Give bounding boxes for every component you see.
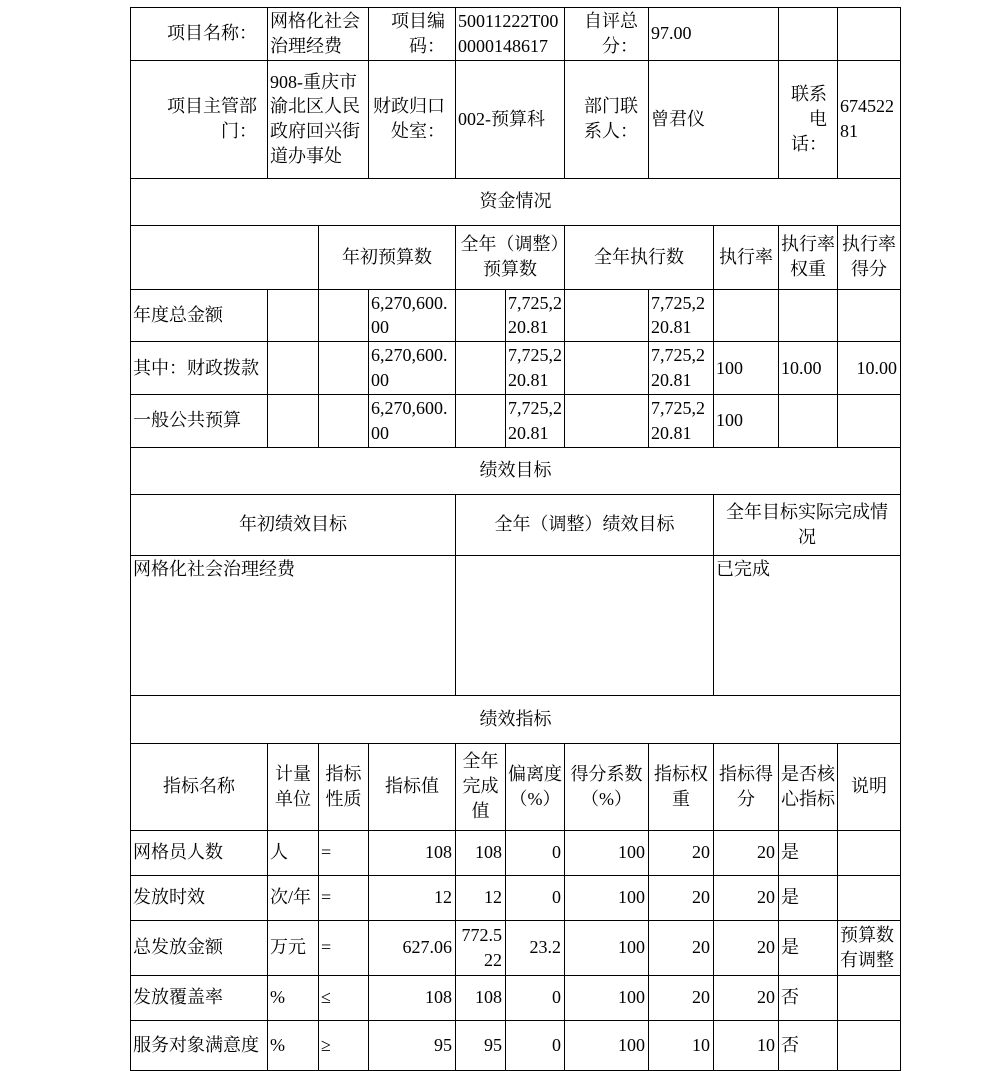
indicator-note [838,975,901,1020]
indicators-section-title: 绩效指标 [131,695,901,743]
indicator-target: 108 [369,830,456,875]
indicator-weight: 20 [649,920,714,975]
empty-cell [456,289,506,342]
funds-col-execution-rate: 执行率 [714,225,779,289]
empty-cell [268,394,319,447]
funds-executed: 7,725,220.81 [649,342,714,395]
indicator-coefficient: 100 [565,920,649,975]
funds-rate-weight [779,394,838,447]
indicator-note: 预算数有调整 [838,920,901,975]
indicator-col-target: 指标值 [369,743,456,830]
indicator-name: 服务对象满意度 [131,1020,268,1070]
empty-cell [456,394,506,447]
funds-col-rate-score: 执行率得分 [838,225,901,289]
self-score-value: 97.00 [649,8,779,61]
funds-initial-budget: 6,270,600.00 [369,289,456,342]
indicator-unit: % [268,1020,319,1070]
funds-row-general-public-budget [131,394,901,447]
funds-execution-rate: 100 [714,394,779,447]
funds-row-annual-total [131,289,901,342]
indicator-coefficient: 100 [565,1020,649,1070]
indicator-row [131,920,901,975]
indicator-nature: = [319,875,369,920]
indicator-target: 627.06 [369,920,456,975]
indicator-nature: = [319,920,369,975]
project-name-value: 网格化社会治理经费 [268,8,369,61]
indicator-unit: 万元 [268,920,319,975]
indicator-nature: = [319,830,369,875]
goals-col-initial: 年初绩效目标 [131,494,456,555]
funds-adjusted-budget: 7,725,220.81 [506,342,565,395]
empty-cell [779,8,838,61]
indicator-name: 总发放金额 [131,920,268,975]
funds-adjusted-budget: 7,725,220.81 [506,394,565,447]
department-label: 项目主管部门： [131,60,268,178]
indicator-col-core: 是否核心指标 [779,743,838,830]
funds-initial-budget: 6,270,600.00 [369,342,456,395]
indicator-col-note: 说明 [838,743,901,830]
phone-value: 67452281 [838,60,901,178]
empty-cell [565,394,649,447]
empty-cell [565,289,649,342]
indicator-coefficient: 100 [565,975,649,1020]
indicator-unit: % [268,975,319,1020]
indicator-deviation: 0 [506,975,565,1020]
contact-label: 部门联系人： [565,60,649,178]
indicator-deviation: 0 [506,830,565,875]
goals-adjusted-value [456,555,714,695]
goals-col-adjusted: 全年（调整）绩效目标 [456,494,714,555]
indicator-col-unit: 计量单位 [268,743,319,830]
project-name-label: 项目名称： [131,8,268,61]
indicator-core: 是 [779,875,838,920]
indicator-deviation: 23.2 [506,920,565,975]
indicator-core: 否 [779,1020,838,1070]
finance-office-value: 002-预算科 [456,60,565,178]
indicator-note [838,875,901,920]
indicator-weight: 20 [649,875,714,920]
empty-cell [268,342,319,395]
empty-cell [456,342,506,395]
indicator-unit: 人 [268,830,319,875]
indicator-completed: 108 [456,830,506,875]
empty-cell [319,394,369,447]
empty-cell [268,289,319,342]
funds-execution-rate: 100 [714,342,779,395]
funds-row-fiscal-appropriation [131,342,901,395]
indicator-weight: 20 [649,830,714,875]
indicator-row [131,1020,901,1070]
funds-row-label: 其中：财政拨款 [131,342,268,395]
indicator-target: 12 [369,875,456,920]
indicator-target: 95 [369,1020,456,1070]
indicator-col-name: 指标名称 [131,743,268,830]
goals-col-actual-completion: 全年目标实际完成情况 [714,494,901,555]
funds-initial-budget: 6,270,600.00 [369,394,456,447]
indicator-col-weight: 指标权重 [649,743,714,830]
empty-cell [838,8,901,61]
indicator-note [838,1020,901,1070]
indicator-name: 网格员人数 [131,830,268,875]
indicator-score: 20 [714,830,779,875]
indicator-nature: ≥ [319,1020,369,1070]
funds-row-label: 年度总金额 [131,289,268,342]
indicator-deviation: 0 [506,1020,565,1070]
indicator-score: 20 [714,975,779,1020]
indicator-score: 20 [714,920,779,975]
indicator-col-coefficient: 得分系数（%） [565,743,649,830]
indicator-weight: 20 [649,975,714,1020]
funds-execution-rate [714,289,779,342]
self-score-label: 自评总分： [565,8,649,61]
indicator-col-nature: 指标性质 [319,743,369,830]
indicator-score: 10 [714,1020,779,1070]
empty-cell [319,342,369,395]
indicator-coefficient: 100 [565,875,649,920]
indicator-core: 否 [779,975,838,1020]
indicator-unit: 次/年 [268,875,319,920]
indicator-completed: 772.522 [456,920,506,975]
indicator-core: 是 [779,920,838,975]
funds-col-executed: 全年执行数 [565,225,714,289]
goals-section-title: 绩效目标 [131,447,901,494]
funds-row-label: 一般公共预算 [131,394,268,447]
phone-label: 联系电话： [779,60,838,178]
funds-executed: 7,725,220.81 [649,394,714,447]
indicator-core: 是 [779,830,838,875]
indicator-completed: 95 [456,1020,506,1070]
funds-executed: 7,725,220.81 [649,289,714,342]
indicator-completed: 12 [456,875,506,920]
finance-office-label: 财政归口处室： [369,60,456,178]
indicator-score: 20 [714,875,779,920]
funds-col-adjusted-budget: 全年（调整）预算数 [456,225,565,289]
empty-cell [131,225,319,289]
indicator-name: 发放覆盖率 [131,975,268,1020]
funds-rate-weight [779,289,838,342]
indicator-col-deviation: 偏离度（%） [506,743,565,830]
indicator-weight: 10 [649,1020,714,1070]
indicator-note [838,830,901,875]
goals-row [131,555,901,695]
department-value: 908-重庆市渝北区人民政府回兴街道办事处 [268,60,369,178]
funds-rate-weight: 10.00 [779,342,838,395]
empty-cell [319,289,369,342]
indicator-deviation: 0 [506,875,565,920]
funds-rate-score: 10.00 [838,342,901,395]
funds-col-rate-weight: 执行率权重 [779,225,838,289]
goals-actual-value: 已完成 [714,555,901,695]
indicator-row [131,975,901,1020]
indicator-target: 108 [369,975,456,1020]
indicator-row [131,875,901,920]
funds-col-initial-budget: 年初预算数 [319,225,456,289]
goals-initial-value: 网格化社会治理经费 [131,555,456,695]
performance-evaluation-table [130,7,901,1071]
empty-cell [565,342,649,395]
indicator-row [131,830,901,875]
project-code-label: 项目编码： [369,8,456,61]
funds-section-title: 资金情况 [131,178,901,225]
indicator-col-completed: 全年完成值 [456,743,506,830]
indicator-coefficient: 100 [565,830,649,875]
indicator-col-score: 指标得分 [714,743,779,830]
indicator-completed: 108 [456,975,506,1020]
indicator-name: 发放时效 [131,875,268,920]
contact-value: 曾君仪 [649,60,779,178]
funds-rate-score [838,289,901,342]
indicator-nature: ≤ [319,975,369,1020]
funds-rate-score [838,394,901,447]
funds-adjusted-budget: 7,725,220.81 [506,289,565,342]
project-code-value: 50011222T000000148617 [456,8,565,61]
